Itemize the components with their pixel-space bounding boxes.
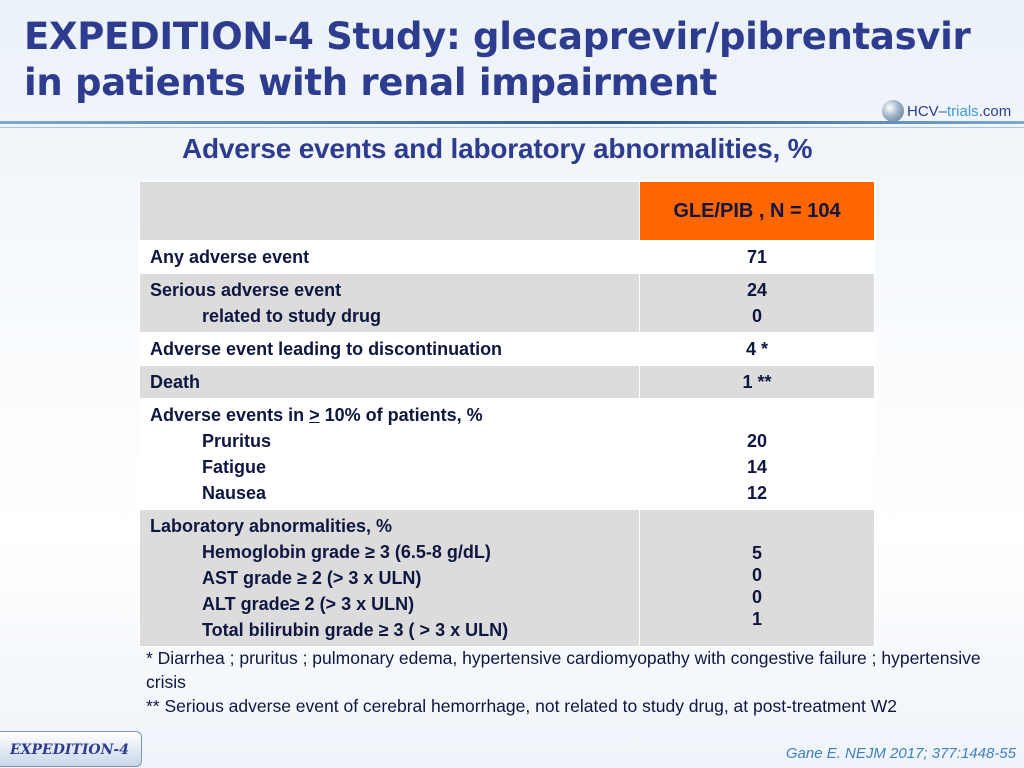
row-sub-label: Hemoglobin grade ≥ 3 (6.5-8 g/dL) xyxy=(202,542,491,562)
table-row xyxy=(140,510,875,647)
row-label: Adverse event leading to discontinuation xyxy=(150,339,503,359)
table-row xyxy=(140,399,875,510)
footnote-2: ** Serious adverse event of cerebral hemorrhage, not related to study drug, at post-treatment W2 xyxy=(146,696,897,716)
footnotes xyxy=(146,646,1006,718)
row-sub-value: 12 xyxy=(746,483,767,503)
title-divider xyxy=(0,121,1024,124)
row-sub-value: 5 xyxy=(751,543,762,563)
row-value: 71 xyxy=(746,247,767,267)
row-sub-value: 14 xyxy=(746,457,767,477)
label-pre: Adverse events in xyxy=(150,405,310,425)
logo-mid: trials xyxy=(947,102,979,120)
slide-title xyxy=(24,14,984,106)
footnote-1: * Diarrhea ; pruritus ; pulmonary edema, hypertensive cardiomyopathy with congestive failure ; hypertensive crisis xyxy=(146,648,981,692)
table-row xyxy=(140,274,875,333)
row-label xyxy=(150,402,639,428)
row-sub-label: ALT grade≥ 2 (> 3 x ULN) xyxy=(202,594,415,614)
row-label: Laboratory abnormalities, % xyxy=(150,516,393,536)
table-row xyxy=(140,241,875,274)
table-row xyxy=(140,333,875,366)
row-label: Death xyxy=(150,372,201,392)
title-divider-thin xyxy=(0,127,1024,128)
title-line-1: EXPEDITION-4 Study: glecaprevir/pibrentasvir xyxy=(24,15,971,58)
row-sub-label: AST grade ≥ 2 (> 3 x ULN) xyxy=(202,568,422,588)
row-sub-label: Pruritus xyxy=(202,431,272,451)
label-post: 10% of patients, % xyxy=(319,405,483,425)
row-sub-value: 0 xyxy=(751,306,762,326)
logo-suffix: .com xyxy=(978,102,1012,120)
citation: Gane E. NEJM 2017; 377:1448-55 xyxy=(785,745,1016,762)
header-empty-cell xyxy=(140,182,640,241)
logo-prefix: HCV xyxy=(907,102,939,120)
row-label: Serious adverse event xyxy=(150,280,342,300)
row-value: 4 * xyxy=(745,339,768,359)
row-sub-value: 0 xyxy=(751,565,762,585)
study-tag: EXPEDITION-4 xyxy=(0,731,142,767)
table-header-row xyxy=(140,182,875,241)
logo-sphere-icon xyxy=(882,100,904,122)
adverse-events-table xyxy=(139,181,875,647)
logo-dash: – xyxy=(938,102,948,120)
lab-values xyxy=(640,510,874,630)
row-sub-value: 0 xyxy=(751,587,762,607)
row-sub-label: Nausea xyxy=(202,483,267,503)
section-subtitle: Adverse events and laboratory abnormalities, % xyxy=(182,133,813,164)
header-cell-gle-pib: GLE/PIB , N = 104 xyxy=(639,182,874,241)
row-sub-label: Total bilirubin grade ≥ 3 ( > 3 x ULN) xyxy=(202,620,509,640)
row-sub-label: related to study drug xyxy=(202,306,382,326)
row-sub-value: 1 xyxy=(751,609,762,629)
title-line-2: in patients with renal impairment xyxy=(24,61,718,104)
row-sub-value: 20 xyxy=(746,431,767,451)
table-row xyxy=(140,366,875,399)
label-symbol: > xyxy=(309,405,320,425)
row-value: 1 ** xyxy=(742,372,772,392)
row-label: Any adverse event xyxy=(150,247,310,267)
row-sub-label: Fatigue xyxy=(202,457,267,477)
row-value: 24 xyxy=(746,280,767,300)
